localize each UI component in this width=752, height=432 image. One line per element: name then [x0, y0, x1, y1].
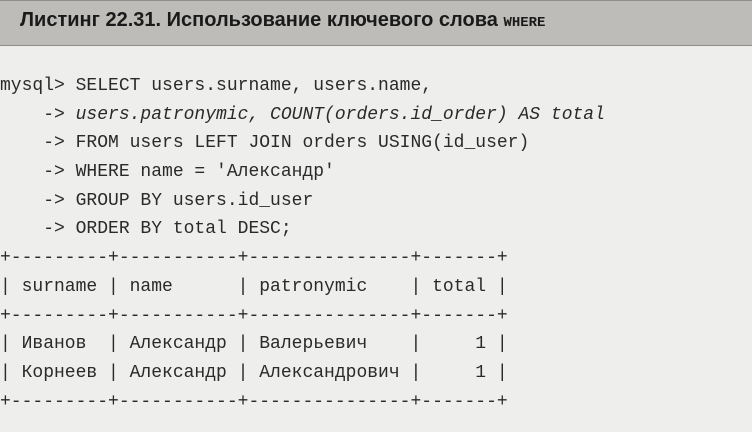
code-line: -> GROUP BY users.id_user [0, 190, 314, 211]
code-line: mysql> SELECT users.surname, users.name, [0, 76, 433, 96]
caption-title: Листинг 22.31. Использование ключевого слова [20, 9, 504, 31]
table-row: | Корнеев | Александр | Александрович | 1 | [0, 362, 508, 383]
listing-caption-bar [0, 0, 752, 46]
code-line: -> FROM users LEFT JOIN orders USING(id_user) [0, 133, 530, 154]
listing-caption [20, 9, 545, 32]
table-row: | Иванов | Александр | Валерьевич | 1 | [0, 334, 508, 355]
table-border-line: +---------+-----------+---------------+-------+ [0, 305, 508, 326]
table-header-row: | surname | name | patronymic | total | [0, 276, 508, 297]
code-line: -> WHERE name = 'Александр' [0, 162, 335, 183]
code-line: -> users.patronymic, COUNT(orders.id_order) AS total [0, 104, 605, 125]
code-line: -> ORDER BY total DESC; [0, 219, 292, 240]
table-border-line: +---------+-----------+---------------+-------+ [0, 248, 508, 269]
table-border-line: +---------+-----------+---------------+-------+ [0, 391, 508, 412]
caption-keyword: WHERE [503, 15, 546, 31]
code-listing [0, 72, 605, 416]
